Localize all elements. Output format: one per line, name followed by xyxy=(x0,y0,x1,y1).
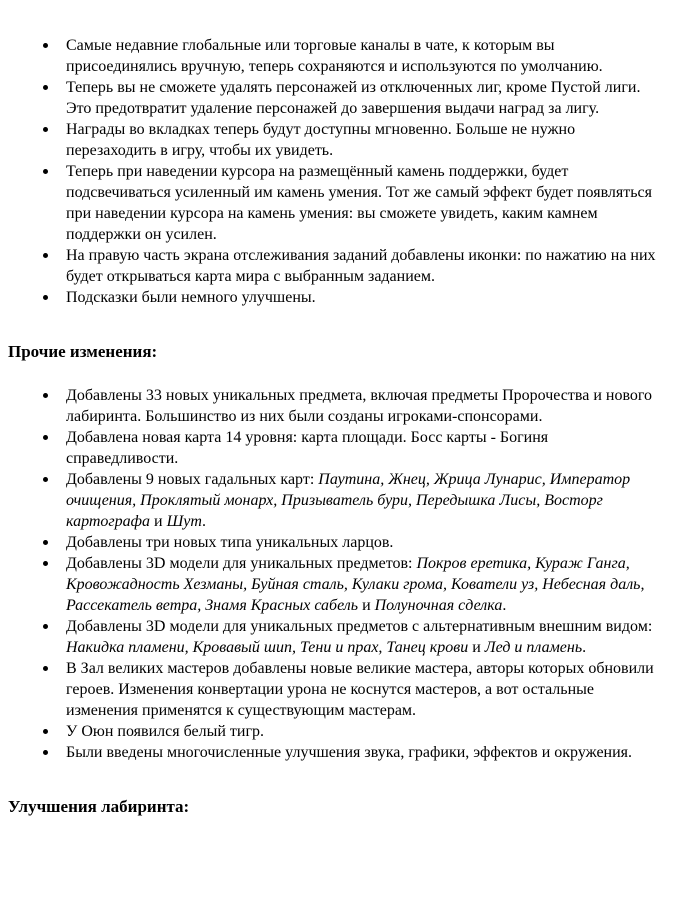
text-run: Были введены многочисленные улучшения звука, графики, эффектов и окружения. xyxy=(66,744,633,761)
text-run: Добавлены 3D модели для уникальных предметов: xyxy=(66,555,417,572)
text-run: Подсказки были немного улучшены. xyxy=(66,289,316,306)
text-run: Добавлены 33 новых уникальных предмета, включая предметы Пророчества и нового лабиринта. Большинство из них были созданы игроками-спонсорами. xyxy=(66,387,653,425)
text-run: Теперь при наведении курсора на размещённый камень поддержки, будет подсвечиваться усиленный им камень умения. Тот же самый эффект будет появляться при наведении курсора на камень умения: вы сможете увидеть, каким камнем поддержки он усилен. xyxy=(66,163,653,243)
text-run: У Оюн появился белый тигр. xyxy=(66,723,265,740)
text-run: . xyxy=(582,639,587,656)
list-item xyxy=(66,553,664,616)
list-item xyxy=(66,658,664,721)
list-item xyxy=(66,721,664,742)
text-run: Добавлены 3D модели для уникальных предметов с альтернативным внешним видом: xyxy=(66,618,653,635)
text-run: Самые недавние глобальные или торговые каналы в чате, к которым вы присоединялись вручную, теперь сохраняются и используются по умолчанию. xyxy=(66,37,603,75)
italic-text-run: Покров еретика, Кураж Ганга, Кровожадность Хезманы, Буйная сталь, Кулаки грома, Кователи уз, Небесная даль, Рассекатель ветра, Знамя Красных сабель xyxy=(66,555,645,614)
text-run: В Зал великих мастеров добавлены новые великие мастера, авторы которых обновили героев. Изменения конвертации урона не коснутся мастеров, а вот остальные изменения применятся к существующим мастерам. xyxy=(66,660,654,719)
text-run: и xyxy=(468,639,485,656)
list-item xyxy=(66,245,664,287)
text-run: Награды во вкладках теперь будут доступны мгновенно. Больше не нужно перезаходить в игру, чтобы их увидеть. xyxy=(66,121,576,159)
text-run: Теперь вы не сможете удалять персонажей из отключенных лиг, кроме Пустой лиги. Это предотвратит удаление персонажей до завершения выдачи наград за лигу. xyxy=(66,79,641,117)
list-item xyxy=(66,35,664,77)
list-item xyxy=(66,469,664,532)
text-run: и xyxy=(358,597,375,614)
text-run: . xyxy=(201,513,206,530)
list-item xyxy=(66,161,664,245)
italic-text-run: Паутина, Жнец, Жрица Лунарис, Император очищения, Проклятый монарх, Призыватель бури, Передышка Лисы, Восторг картографа xyxy=(66,471,631,530)
list-item xyxy=(66,532,664,553)
list-item xyxy=(66,427,664,469)
list-item xyxy=(66,287,664,308)
heading-other-changes: Прочие изменения: xyxy=(8,342,158,361)
italic-text-run: Лед и пламень xyxy=(484,639,583,656)
text-run: Добавлена новая карта 14 уровня: карта площади. Босс карты - Богиня справедливости. xyxy=(66,429,549,467)
other-changes-list xyxy=(8,385,664,763)
list-item xyxy=(66,77,664,119)
list-item xyxy=(66,742,664,763)
list-item xyxy=(66,119,664,161)
italic-text-run: Шут xyxy=(166,513,202,530)
list-item xyxy=(66,385,664,427)
list-item xyxy=(66,616,664,658)
text-run: . xyxy=(502,597,507,614)
italic-text-run: Полуночная сделка xyxy=(374,597,503,614)
general-changes-list xyxy=(8,35,664,308)
italic-text-run: Накидка пламени, Кровавый шип, Тени и прах, Танец крови xyxy=(66,639,469,656)
text-run: Добавлены 9 новых гадальных карт: xyxy=(66,471,319,488)
text-run: На правую часть экрана отслеживания заданий добавлены иконки: по нажатию на них будет открываться карта мира с выбранным заданием. xyxy=(66,247,656,285)
heading-labyrinth-improvements: Улучшения лабиринта: xyxy=(8,797,190,816)
text-run: Добавлены три новых типа уникальных ларцов. xyxy=(66,534,394,551)
text-run: и xyxy=(150,513,167,530)
